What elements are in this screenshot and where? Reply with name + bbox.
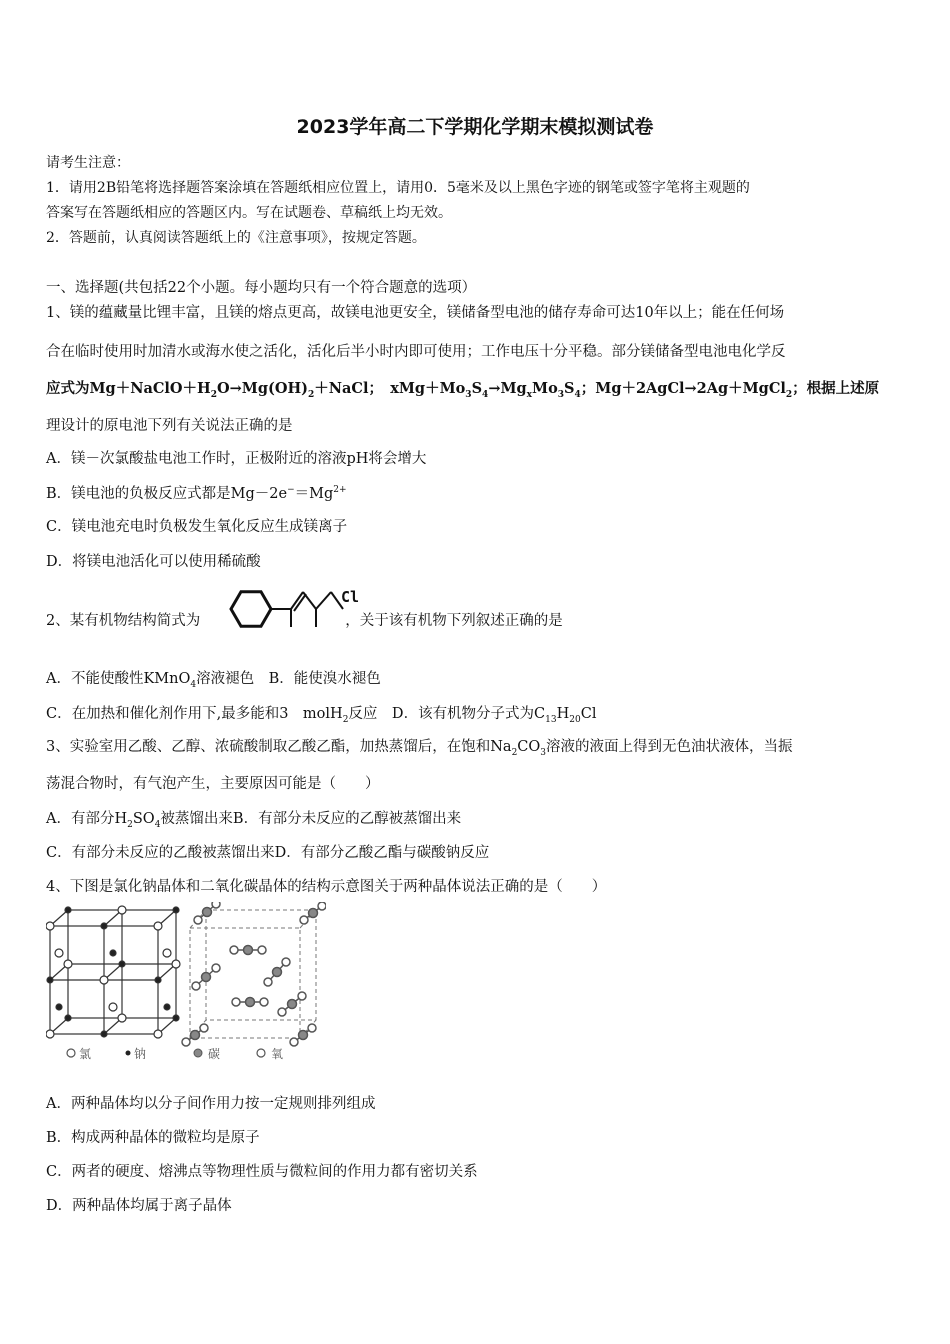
q1-line-2: 合在临时使用时加清水或海水使之活化，活化后半小时内即可使用；工作电压十分平稳。部分镁储备型电池电化学反 <box>46 344 786 360</box>
q2-options-cd: C．在加热和催化剂作用下,最多能和3 molH$_2$反应 D．该有机物分子式为$C_{13}H_{20}Cl$ <box>46 706 597 725</box>
q1-line-3: 应式为$Mg+NaClO+H_2O\to Mg(OH)_2+NaCl$； $xMg+Mo_3S_4\to Mg_xMo_3S_4$；Mg＋2AgCl→2Ag＋MgCl$_2$；根据上述原 <box>46 380 880 400</box>
legend-sodium: 钠 <box>134 1047 147 1061</box>
q1-option-a: A．镁－次氯酸盐电池工作时，正极附近的溶液pH将会增大 <box>46 451 427 467</box>
legend-chlorine: 氯 <box>79 1047 92 1061</box>
exam-title: 2023学年高二下学期化学期末模拟测试卷 <box>296 116 654 138</box>
q4-stem: 4、下图是氯化钠晶体和二氧化碳晶体的结构示意图关于两种晶体说法正确的是（ ） <box>46 879 607 895</box>
q1-option-c: C．镁电池充电时负极发生氧化反应生成镁离子 <box>46 519 348 535</box>
q2-stem: 2、某有机物结构简式为 ，关于该有机物下列叙述正确的是 <box>46 613 563 629</box>
q1-option-b: B．镁电池的负极反应式都是$Mg-2e^-=Mg^{2+}$ <box>46 485 347 502</box>
notice-item-1b: 答案写在答题纸相应的答题区内。写在试题卷、草稿纸上均无效。 <box>46 205 452 221</box>
chlorine-label: Cl <box>341 588 360 606</box>
benzene-ring <box>231 592 271 627</box>
q1-option-d: D．将镁电池活化可以使用稀硫酸 <box>46 554 261 570</box>
q4-option-b: B．构成两种晶体的微粒均是原子 <box>46 1130 260 1146</box>
q4-option-c: C．两者的硬度、熔沸点等物理性质与微粒间的作用力都有密切关系 <box>46 1164 478 1180</box>
notice-item-1a: 1．请用2B铅笔将选择题答案涂填在答题纸相应位置上，请用0．5毫米及以上黑色字迹的钢笔或签字笔将主观题的 <box>46 180 750 196</box>
q1-line-1: 1、镁的蕴藏量比锂丰富，且镁的熔点更高，故镁电池更安全，镁储备型电池的储存寿命可达10年以上；能在任何场 <box>46 305 785 321</box>
legend-oxygen: 氧 <box>271 1047 284 1061</box>
notice-item-2: 2．答题前，认真阅读答题纸上的《注意事项》，按规定答题。 <box>46 230 426 246</box>
q3-options-cd: C．有部分未反应的乙酸被蒸馏出来D．有部分乙酸乙酯与碳酸钠反应 <box>46 845 490 861</box>
notice-heading: 请考生注意： <box>46 155 130 171</box>
legend-carbon: 碳 <box>208 1047 221 1061</box>
q4-option-a: A．两种晶体均以分子间作用力按一定规则排列组成 <box>46 1096 376 1112</box>
section-heading: 一、选择题(共包括22个小题。每小题均只有一个符合题意的选项） <box>46 280 477 296</box>
crystal-structure-diagram <box>46 902 326 1064</box>
q3-line-1: 3、实验室用乙酸、乙醇、浓硫酸制取乙酸乙酯，加热蒸馏后，在饱和$Na_2CO_3$溶液的液面上得到无色油状液体，当振 <box>46 739 793 758</box>
q1-line-4: 理设计的原电池下列有关说法正确的是 <box>46 418 293 434</box>
organic-structure-diagram <box>221 584 366 634</box>
q3-line-2: 荡混合物时，有气泡产生，主要原因可能是（ ） <box>46 776 380 792</box>
co2-molecules <box>182 902 326 1046</box>
q3-options-ab: A．有部分$H_2SO_4$被蒸馏出来B．有部分未反应的乙醇被蒸馏出来 <box>46 811 462 830</box>
crystal-legend <box>67 1046 283 1061</box>
q4-option-d: D．两种晶体均属于离子晶体 <box>46 1198 232 1214</box>
q2-options-ab: A．不能使酸性KMnO$_4$溶液褪色 B．能使溴水褪色 <box>46 671 381 690</box>
